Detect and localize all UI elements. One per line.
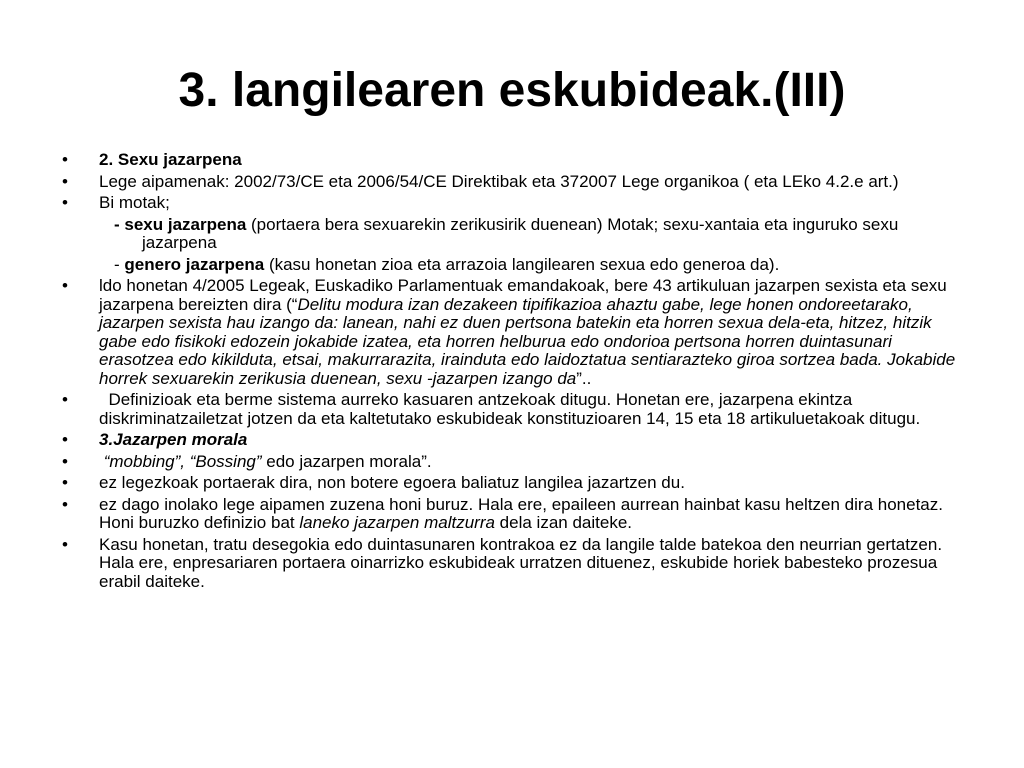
sub-item-term: sexu jazarpena [124,214,247,234]
list-item [62,194,967,213]
list-item [62,391,967,428]
item-text: ez legezkoak portaerak dira, non botere egoera baliatuz langilea jazartzen du. [99,473,685,492]
bullet-icon: • [62,193,68,212]
sub-item-prefix: - [114,214,125,234]
item-quote: Delitu modura izan dezakeen tipifikazioa ahaztu gabe, lege honen ondoreetarako, jazarpen sexista hau izango da: lanean, nahi ez duen pertsona batekin eta horren sexua dela-eta, hitzez, hitzik gabe edo fisikoki edozein jokabide izatea, eta horren helburua edo ondorioa pertsona horren duintasunari erasotzea edo kikilduta, etsai, makurrarazita, irainduta edo laidoztatua sentiarazteko giroa sortzea bada. Jokabide horrek sexuarekin zerikusia duenean, sexu -jazarpen izango da [99,294,956,388]
item-italic: laneko jazarpen maltzurra [299,513,495,532]
list-item [62,496,967,533]
list-item [62,453,967,472]
sub-item-text: (portaera bera sexuarekin zerikusirik duenean) Motak; sexu-xantaia eta inguruko sexu jazarpena [142,214,899,252]
bullet-icon: • [62,276,68,295]
item-text: 2. Sexu jazarpena [99,150,242,169]
sub-item [62,256,967,275]
bullet-icon: • [62,473,68,492]
list-item [62,536,967,592]
item-italic: “mobbing”, “Bossing” [103,451,262,471]
list-item [62,151,967,170]
item-text: Kasu honetan, tratu desegokia edo duintasunaren kontrakoa ez da langile talde batekoa den neurrian gertatzen. Hala ere, enpresariaren portaera oinarrizko eskubideak urratzen dituenez, eskubide horiek babesteko prozesua erabil daiteke. [99,534,943,591]
bullet-icon: • [62,494,68,514]
item-text: Definizioak eta berme sistema aurreko kasuaren antzekoak ditugu. Honetan ere, jazarpena ekintza diskriminatzailetzat jotzen da eta kaltetutako eskubideak konstituzioaren 14, 15 eta 18 artikuluetakoak ditugu. [99,390,921,428]
sub-item-prefix: - [114,254,125,274]
bullet-list [62,151,967,594]
bullet-icon: • [62,534,68,554]
item-text: Lege aipamenak: 2002/73/CE eta 2006/54/CE Direktibak eta 372007 Lege organikoa ( eta LEko 4.2.e art.) [99,171,899,191]
bullet-icon: • [62,451,68,471]
bullet-icon: • [62,150,68,169]
item-text: 3.Jazarpen morala [99,430,248,449]
bullet-icon: • [62,171,68,191]
item-text: edo jazarpen morala”. [261,451,432,471]
item-text: Bi motak; [99,193,170,212]
sub-item-term: genero jazarpena [124,254,265,274]
slide-title: 3. langilearen eskubideak.(III) [178,64,846,117]
bullet-icon: • [62,390,68,409]
bullet-icon: • [62,430,68,449]
item-text: ldo honetan 4/2005 Legeak, Euskadiko Parlamentuak emandakoak, bere 43 artikuluan jazarpen sexista eta sexu jazarpena bereizten dira (“ [99,276,947,314]
list-item [62,277,967,388]
item-text: ez dago inolako lege aipamen zuzena honi buruz. Hala ere, epaileen aurrean hainbat kasu heltzen dira honetaz. Honi buruzko definizio bat [99,494,943,532]
sub-item [62,216,967,253]
list-item [62,431,967,450]
list-item [62,474,967,493]
sub-item-text: (kasu honetan zioa eta arrazoia langilearen sexua edo generoa da). [264,254,780,274]
list-item [62,173,967,192]
item-text-tail: dela izan daiteke. [494,513,632,532]
item-text-tail: ”.. [576,368,592,388]
